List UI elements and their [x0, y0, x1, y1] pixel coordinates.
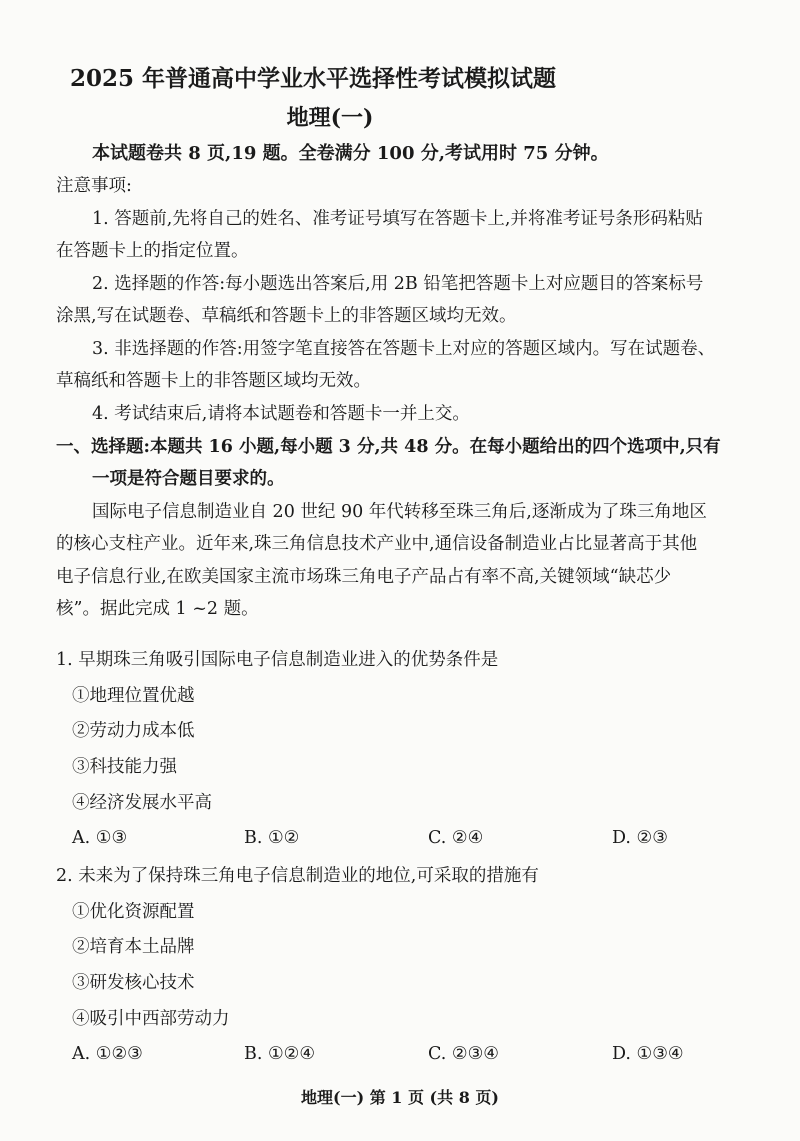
question-2-option-c[interactable]: C. ②③④	[428, 1044, 499, 1064]
section-heading-line-1: 一、选择题:本题共 16 小题,每小题 3 分,共 48 分。在每小题给出的四个选项中,只有	[56, 437, 721, 457]
question-2-options	[0, 1042, 800, 1066]
question-2-option-d[interactable]: D. ①③④	[612, 1044, 684, 1064]
question-2-item-3: ③研发核心技术	[72, 973, 195, 993]
notice-item-2-line-2: 涂黑,写在试题卷、草稿纸和答题卡上的非答题区域均无效。	[56, 306, 517, 326]
passage-line-2: 的核心支柱产业。近年来,珠三角信息技术产业中,通信设备制造业占比显著高于其他	[56, 534, 698, 554]
question-2-item-4: ④吸引中西部劳动力	[72, 1009, 230, 1029]
question-1-option-c[interactable]: C. ②④	[428, 828, 484, 848]
question-2-item-1: ①优化资源配置	[72, 902, 195, 922]
question-2-item-2: ②培育本土品牌	[72, 937, 195, 957]
passage-line-4: 核”。据此完成 1 ~2 题。	[56, 599, 259, 619]
notice-item-3-line-1: 3. 非选择题的作答:用签字笔直接答在答题卡上对应的答题区域内。写在试题卷、	[92, 339, 716, 359]
question-1-item-4: ④经济发展水平高	[72, 793, 212, 813]
question-1-option-a[interactable]: A. ①③	[72, 828, 128, 848]
passage-line-1: 国际电子信息制造业自 20 世纪 90 年代转移至珠三角后,逐渐成为了珠三角地区	[92, 502, 707, 522]
exam-title: 2025 年普通高中学业水平选择性考试模拟试题	[70, 65, 557, 92]
question-1-item-3: ③科技能力强	[72, 757, 177, 777]
notice-item-2-line-1: 2. 选择题的作答:每小题选出答案后,用 2B 铅笔把答题卡上对应题目的答案标号	[92, 274, 704, 294]
section-heading-line-2: 一项是符合题目要求的。	[92, 469, 285, 489]
question-1-options	[0, 826, 800, 850]
question-2-stem: 2. 未来为了保持珠三角电子信息制造业的地位,可采取的措施有	[56, 866, 539, 886]
notice-heading: 注意事项:	[56, 176, 132, 196]
notice-item-4: 4. 考试结束后,请将本试题卷和答题卡一并上交。	[92, 404, 470, 424]
question-1-option-b[interactable]: B. ①②	[244, 828, 300, 848]
page-footer: 地理(一) 第 1 页 (共 8 页)	[301, 1088, 499, 1107]
question-2-option-a[interactable]: A. ①②③	[72, 1044, 143, 1064]
question-1-item-2: ②劳动力成本低	[72, 721, 195, 741]
question-1-stem: 1. 早期珠三角吸引国际电子信息制造业进入的优势条件是	[56, 650, 499, 670]
notice-item-1-line-2: 在答题卡上的指定位置。	[56, 241, 249, 261]
notice-item-3-line-2: 草稿纸和答题卡上的非答题区域均无效。	[56, 371, 371, 391]
notice-item-1-line-1: 1. 答题前,先将自己的姓名、准考证号填写在答题卡上,并将准考证号条形码粘贴	[92, 209, 703, 229]
exam-subtitle: 地理(一)	[286, 105, 374, 131]
question-2-option-b[interactable]: B. ①②④	[244, 1044, 316, 1064]
passage-line-3: 电子信息行业,在欧美国家主流市场珠三角电子产品占有率不高,关键领域“缺芯少	[56, 567, 672, 587]
question-1-option-d[interactable]: D. ②③	[612, 828, 668, 848]
question-1-item-1: ①地理位置优越	[72, 686, 195, 706]
exam-info: 本试题卷共 8 页,19 题。全卷满分 100 分,考试用时 75 分钟。	[92, 143, 609, 164]
